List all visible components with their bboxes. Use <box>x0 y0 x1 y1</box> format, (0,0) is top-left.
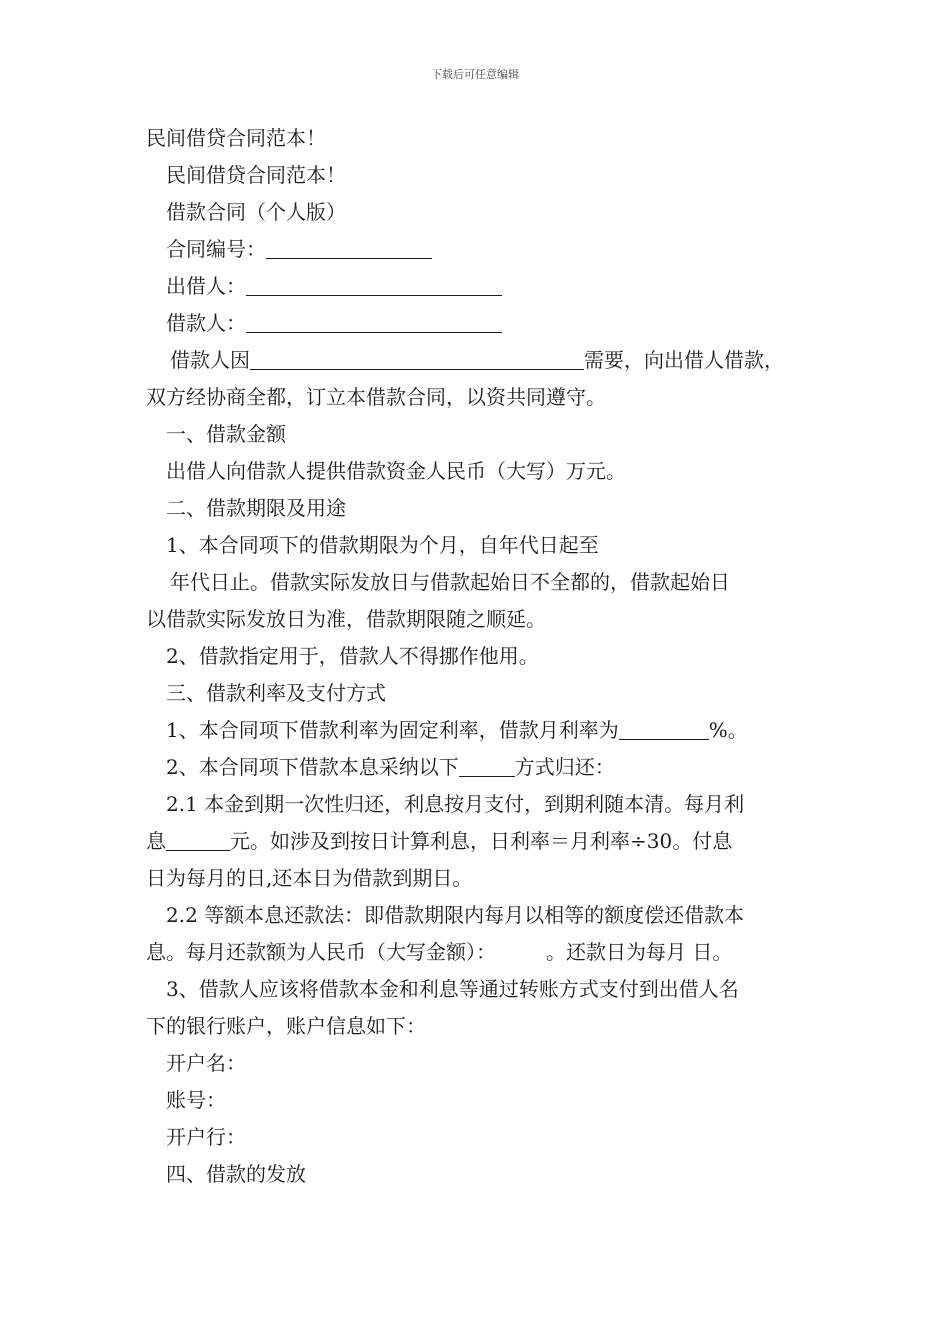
section-2-paragraph-2: 2、借款指定用于，借款人不得挪作他用。 <box>166 644 539 668</box>
account-name-label: 开户名： <box>166 1051 246 1075</box>
repayment-method-blank <box>459 752 515 777</box>
section-3-title: 三、借款利率及支付方式 <box>166 681 386 705</box>
interest-rate-suffix: %。 <box>708 718 748 742</box>
interest-rate-blank <box>619 715 709 740</box>
document-title: 民间借贷合同范本！ <box>146 126 326 150</box>
contract-number-line <box>146 231 816 268</box>
section-4-title: 四、借款的发放 <box>166 1162 306 1186</box>
purpose-line <box>146 342 816 379</box>
page-header: 下载后可任意编辑 <box>431 68 519 81</box>
section-2-title: 二、借款期限及用途 <box>166 496 346 520</box>
borrower-blank <box>246 308 502 333</box>
clause-3-line-2: 下的银行账户，账户信息如下： <box>146 1014 426 1038</box>
section-2-paragraph-1-line-2: 年代日止。借款实际发放日与借款起始日不全都的，借款起始日 <box>170 570 730 594</box>
clause-2-1-line-2 <box>146 823 816 860</box>
interest-rate-line <box>146 712 816 749</box>
purpose-prefix: 借款人因 <box>170 348 250 372</box>
clause-2-1-line-2-suffix: 元。如涉及到按日计算利息，日利率＝月利率÷30。付息 <box>230 829 733 853</box>
borrower-line <box>146 305 816 342</box>
interest-rate-prefix: 1、本合同项下借款利率为固定利率，借款月利率为 <box>166 718 619 742</box>
clause-2-2-line-2: 息。每月还款额为人民币（大写金额）： 。还款日为每月 日。 <box>146 940 733 964</box>
repayment-method-line <box>146 749 816 786</box>
lender-label: 出借人： <box>166 274 246 298</box>
contract-number-blank <box>266 234 432 259</box>
clause-2-1-line-3: 日为每月的日,还本日为借款到期日。 <box>146 866 473 890</box>
monthly-interest-blank <box>166 826 230 851</box>
repayment-method-suffix: 方式归还： <box>514 755 615 779</box>
section-2-paragraph-1-line-1: 1、本合同项下的借款期限为个月，自年代日起至 <box>166 533 599 557</box>
clause-3-line-1: 3、借款人应该将借款本金和利息等通过转账方式支付到出借人名 <box>166 977 739 1001</box>
lender-line <box>146 268 816 305</box>
section-1-text: 出借人向借款人提供借款资金人民币（大写）万元。 <box>166 459 626 483</box>
clause-2-1-line-2-prefix: 息 <box>146 829 166 853</box>
account-number-label: 账号： <box>166 1088 226 1112</box>
section-1-title: 一、借款金额 <box>166 422 286 446</box>
document-title-repeat: 民间借贷合同范本！ <box>166 163 346 187</box>
purpose-line-2: 双方经协商全都，订立本借款合同，以资共同遵守。 <box>146 385 606 409</box>
lender-blank <box>246 271 502 296</box>
contract-subtitle: 借款合同（个人版） <box>166 200 346 224</box>
purpose-blank <box>250 345 584 370</box>
section-2-paragraph-1-line-3: 以借款实际发放日为准，借款期限随之顺延。 <box>146 607 546 631</box>
document-body <box>146 120 816 1193</box>
borrower-label: 借款人： <box>166 311 246 335</box>
repayment-method-prefix: 2、本合同项下借款本息采纳以下 <box>166 755 459 779</box>
clause-2-1-line-1: 2.1 本金到期一次性归还，利息按月支付，到期利随本清。每月利 <box>166 792 745 816</box>
bank-label: 开户行： <box>166 1125 246 1149</box>
clause-2-2-line-1: 2.2 等额本息还款法：即借款期限内每月以相等的额度偿还借款本 <box>166 903 745 927</box>
purpose-suffix: 需要，向出借人借款， <box>584 348 784 372</box>
contract-number-label: 合同编号： <box>166 237 266 261</box>
